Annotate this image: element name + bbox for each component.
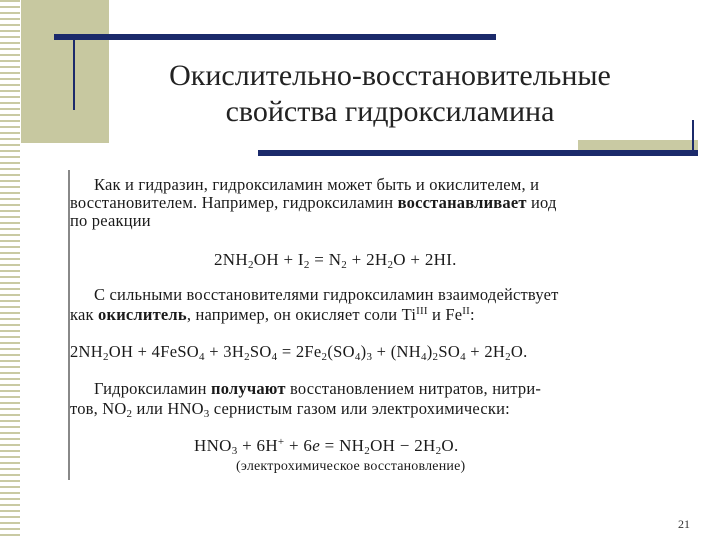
decorative-bar-bottom [258,150,698,156]
decorative-bar-top [54,34,496,40]
decorative-bar-vertical-right [692,120,694,150]
para2-line1: С сильными восстановителями гидроксиламин взаимодействует [94,285,559,304]
decorative-bar-vertical [73,40,75,110]
decorative-block [21,0,109,143]
decorative-stripes [0,0,20,540]
equation-3: $HNO_3 + 6H^+ + 6e = NH_2OH - 2H_2O$. [194,436,459,457]
para3-line1: Гидроксиламин получают восстановлением нитратов, нитри- [94,379,542,398]
equation-3-note: (электрохимическое восстановление) [236,459,466,474]
para2-line2: как окислитель, например, он окисляет соли $Ti^{III}$ и $Fe^{II}$: [70,305,475,324]
equation-1: $2NH_2OH + I_2 = N_2 + 2H_2O + 2HI$. [214,250,457,271]
equation-2: $2NH_2OH$ + 4FeSO$_4$ + $3H_2SO_4 = 2Fe_2(SO_4)_3 + (NH_4)_2SO_4 + 2H_2O$. [70,342,528,363]
page-number: 21 [678,517,690,531]
para1-line1: Как и гидразин, гидроксиламин может быть и окислителем, и [94,175,540,194]
para1-line2: восстановителем. Например, гидроксиламин восстанавливает иод [70,193,557,212]
decorative-block-right [578,140,698,150]
title-line-2: свойства гидроксиламина [225,95,555,128]
slide-content [68,170,692,480]
slide-title [110,58,670,130]
title-line-1: Окислительно-восстановительные [169,59,611,92]
para1-line3: по реакции [70,211,151,230]
para3-line2: тов, $NO_2$ или $HNO_3$ сернистым газом или электрохимически: [70,399,510,420]
